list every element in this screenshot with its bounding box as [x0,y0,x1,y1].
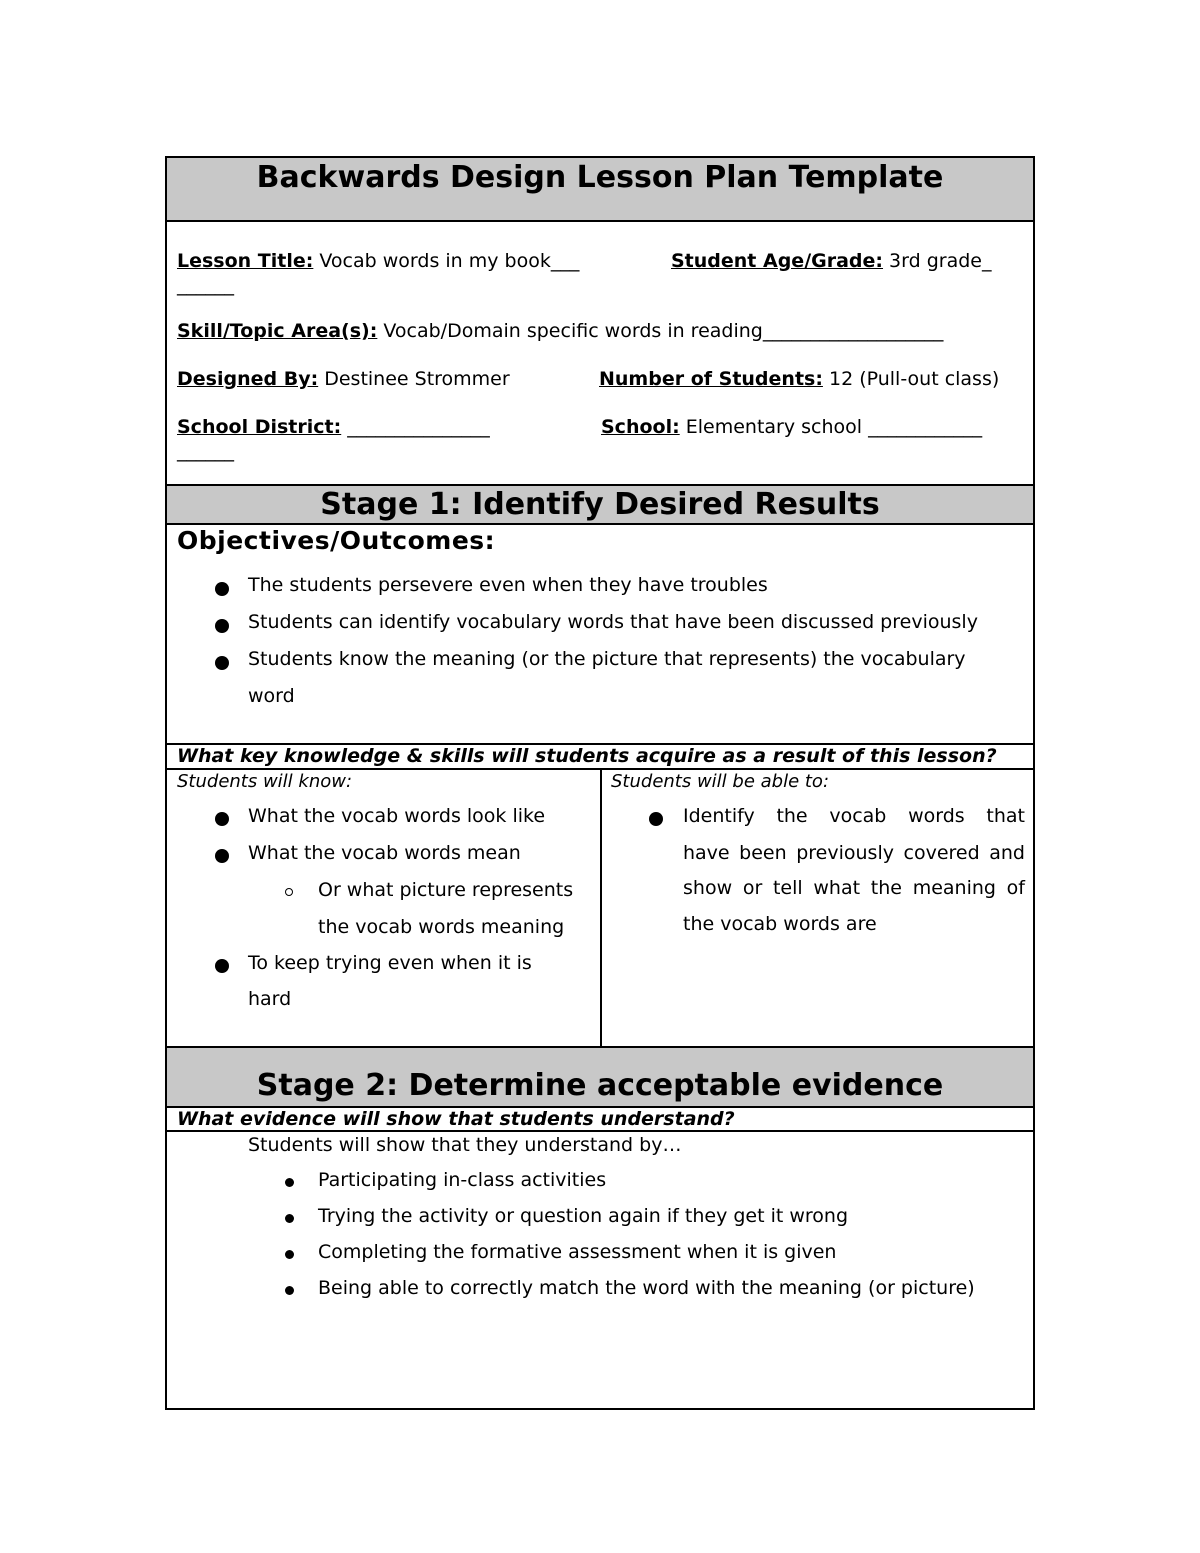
objective-item-continued: word [248,685,295,707]
evidence-intro: Students will show that they understand by… [248,1134,682,1156]
student-age-value: 3rd grade_ [883,250,992,272]
bullet-icon [215,656,229,670]
number-of-students-label: Number of Students: [599,368,823,390]
skill-topic-label: Skill/Topic Area(s): [177,320,378,342]
evidence-item: Being able to correctly match the word with the meaning (or picture) [318,1277,975,1299]
school-district-field [177,416,490,438]
bullet-icon [285,1178,294,1187]
bullet-icon [285,1286,294,1295]
evidence-item: Completing the formative assessment when it is given [318,1241,837,1263]
bullet-icon [285,1214,294,1223]
student-age-field [671,250,992,272]
column-divider [600,768,602,1046]
bullet-icon [215,812,229,826]
wrap-underline: ______ [177,274,234,296]
designed-by-value: Destinee Strommer [318,368,510,390]
evidence-item: Participating in-class activities [318,1169,607,1191]
objective-item: The students persevere even when they have troubles [248,574,768,596]
lesson-title-field [177,250,579,272]
able-item-line: the vocab words are [683,913,877,935]
know-item: What the vocab words look like [248,805,546,827]
students-will-know-heading: Students will know: [177,771,353,792]
stage1-title: Stage 1: Identify Desired Results [320,487,880,522]
designed-by-field [177,368,510,390]
key-knowledge-question: What key knowledge & skills will students acquire as a result of this lesson? [177,745,997,767]
circle-bullet-icon [285,888,293,896]
school-value: Elementary school ____________ [679,416,983,438]
know-subitem: Or what picture represents [318,879,574,901]
bullet-icon [649,812,663,826]
divider [167,523,1033,525]
wrap-underline: ______ [177,440,234,462]
designed-by-label: Designed By: [177,368,319,390]
bullet-icon [215,849,229,863]
able-item-line: have been previously covered and [683,842,1025,864]
lesson-title-value: Vocab words in my book___ [313,250,580,272]
bullet-icon [215,619,229,633]
skill-topic-field [177,320,943,342]
number-of-students-field [599,368,999,390]
students-will-be-able-heading: Students will be able to: [611,771,830,792]
divider [167,1130,1033,1132]
able-item-line: show or tell what the meaning of [683,877,1025,899]
objective-item: Students can identify vocabulary words that have been discussed previously [248,611,978,633]
divider [167,220,1033,222]
objectives-heading: Objectives/Outcomes: [177,526,496,555]
school-field [601,416,982,438]
know-item: What the vocab words mean [248,842,521,864]
bullet-icon [215,582,229,596]
bullet-icon [215,959,229,973]
know-subitem-continued: the vocab words meaning [318,916,565,938]
skill-topic-value: Vocab/Domain specific words in reading___________________ [377,320,944,342]
know-item-continued: hard [248,988,292,1010]
able-item-line: Identify the vocab words that [683,805,1025,827]
objective-item: Students know the meaning (or the picture that represents) the vocabulary [248,648,966,670]
bullet-icon [285,1250,294,1259]
student-age-label: Student Age/Grade: [671,250,884,272]
school-district-label: School District: [177,416,342,438]
school-label: School: [601,416,680,438]
number-of-students-value: 12 (Pull-out class) [822,368,1000,390]
evidence-question: What evidence will show that students understand? [177,1108,735,1130]
know-item: To keep trying even when it is [248,952,532,974]
school-district-value: _______________ [341,416,490,438]
document-title: Backwards Design Lesson Plan Template [256,160,944,195]
stage2-title: Stage 2: Determine acceptable evidence [256,1068,944,1103]
lesson-title-label: Lesson Title: [177,250,314,272]
lesson-plan-document [165,156,1035,1410]
evidence-item: Trying the activity or question again if they get it wrong [318,1205,849,1227]
